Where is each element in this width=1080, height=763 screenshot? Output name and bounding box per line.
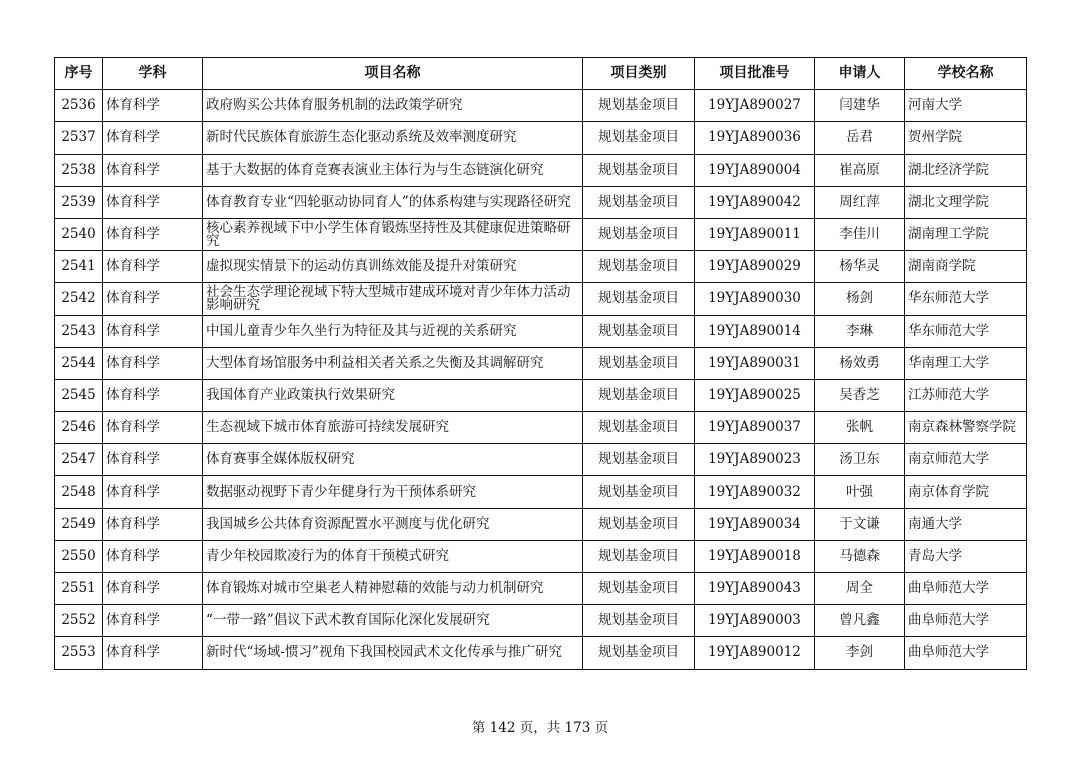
project-title-cell: 基于大数据的体育竞赛表演业主体行为与生态链演化研究 [203,154,583,186]
row-number: 2542 [55,283,103,315]
category-cell: 规划基金项目 [583,379,695,411]
subject-cell: 体育科学 [103,315,203,347]
approval-number-cell: 19YJA890027 [695,90,815,122]
applicant-cell: 李剑 [815,637,905,669]
column-header: 申请人 [815,58,905,90]
applicant-cell: 杨剑 [815,283,905,315]
project-title-cell: 生态视域下城市体育旅游可持续发展研究 [203,412,583,444]
subject-cell: 体育科学 [103,186,203,218]
category-cell: 规划基金项目 [583,90,695,122]
subject-cell: 体育科学 [103,508,203,540]
table-row [55,122,1027,154]
row-number: 2551 [55,573,103,605]
applicant-cell: 闫建华 [815,90,905,122]
table-row [55,186,1027,218]
table-row [55,218,1027,250]
school-cell: 南京森林警察学院 [905,412,1027,444]
project-title-cell: 中国儿童青少年久坐行为特征及其与近视的关系研究 [203,315,583,347]
table-header-row [55,58,1027,90]
approval-number-cell: 19YJA890011 [695,218,815,250]
category-cell: 规划基金项目 [583,251,695,283]
school-cell: 南通大学 [905,508,1027,540]
applicant-cell: 李琳 [815,315,905,347]
row-number: 2548 [55,476,103,508]
school-cell: 江苏师范大学 [905,379,1027,411]
subject-cell: 体育科学 [103,605,203,637]
school-cell: 华东师范大学 [905,283,1027,315]
subject-cell: 体育科学 [103,379,203,411]
applicant-cell: 曾凡鑫 [815,605,905,637]
category-cell: 规划基金项目 [583,315,695,347]
school-cell: 河南大学 [905,90,1027,122]
category-cell: 规划基金项目 [583,540,695,572]
project-title-cell: 政府购买公共体育服务机制的法政策学研究 [203,90,583,122]
table-row [55,283,1027,315]
row-number: 2544 [55,347,103,379]
applicant-cell: 李佳川 [815,218,905,250]
applicant-cell: 周红萍 [815,186,905,218]
school-cell: 曲阜师范大学 [905,573,1027,605]
project-title-cell: “一带一路”倡议下武术教育国际化深化发展研究 [203,605,583,637]
approval-number-cell: 19YJA890036 [695,122,815,154]
table-row [55,412,1027,444]
subject-cell: 体育科学 [103,412,203,444]
approval-number-cell: 19YJA890031 [695,347,815,379]
page-footer: 第 142 页，共 173 页 [471,720,609,736]
project-title-cell: 数据驱动视野下青少年健身行为干预体系研究 [203,476,583,508]
subject-cell: 体育科学 [103,251,203,283]
table-row [55,315,1027,347]
row-number: 2539 [55,186,103,218]
table-row [55,476,1027,508]
category-cell: 规划基金项目 [583,186,695,218]
approval-number-cell: 19YJA890037 [695,412,815,444]
table-row [55,540,1027,572]
project-title-cell: 大型体育场馆服务中利益相关者关系之失衡及其调解研究 [203,347,583,379]
project-table [54,57,1027,670]
category-cell: 规划基金项目 [583,508,695,540]
row-number: 2553 [55,637,103,669]
school-cell: 华南理工大学 [905,347,1027,379]
applicant-cell: 岳君 [815,122,905,154]
subject-cell: 体育科学 [103,476,203,508]
approval-number-cell: 19YJA890018 [695,540,815,572]
category-cell: 规划基金项目 [583,444,695,476]
approval-number-cell: 19YJA890034 [695,508,815,540]
school-cell: 湖南商学院 [905,251,1027,283]
row-number: 2543 [55,315,103,347]
table-row [55,508,1027,540]
project-title-cell: 我国体育产业政策执行效果研究 [203,379,583,411]
subject-cell: 体育科学 [103,637,203,669]
project-title-cell: 体育教育专业“四轮驱动协同育人”的体系构建与实现路径研究 [203,186,583,218]
table-row [55,605,1027,637]
school-cell: 湖北文理学院 [905,186,1027,218]
project-title-cell: 新时代民族体育旅游生态化驱动系统及效率测度研究 [203,122,583,154]
subject-cell: 体育科学 [103,154,203,186]
table-row [55,251,1027,283]
applicant-cell: 周全 [815,573,905,605]
applicant-cell: 张帆 [815,412,905,444]
column-header: 学校名称 [905,58,1027,90]
table-row [55,90,1027,122]
table-row [55,347,1027,379]
table-row [55,573,1027,605]
category-cell: 规划基金项目 [583,218,695,250]
project-title-cell: 核心素养视域下中小学生体育锻炼坚持性及其健康促进策略研究 [203,218,583,250]
applicant-cell: 杨华灵 [815,251,905,283]
approval-number-cell: 19YJA890025 [695,379,815,411]
subject-cell: 体育科学 [103,122,203,154]
row-number: 2552 [55,605,103,637]
approval-number-cell: 19YJA890043 [695,573,815,605]
school-cell: 湖南理工学院 [905,218,1027,250]
project-title-cell: 新时代“场域-惯习”视角下我国校园武术文化传承与推广研究 [203,637,583,669]
row-number: 2549 [55,508,103,540]
subject-cell: 体育科学 [103,573,203,605]
applicant-cell: 马德森 [815,540,905,572]
school-cell: 青岛大学 [905,540,1027,572]
category-cell: 规划基金项目 [583,605,695,637]
project-title-cell: 青少年校园欺凌行为的体育干预模式研究 [203,540,583,572]
category-cell: 规划基金项目 [583,347,695,379]
table-row [55,444,1027,476]
approval-number-cell: 19YJA890042 [695,186,815,218]
applicant-cell: 于文谦 [815,508,905,540]
row-number: 2536 [55,90,103,122]
subject-cell: 体育科学 [103,218,203,250]
column-header: 项目名称 [203,58,583,90]
applicant-cell: 吴香芝 [815,379,905,411]
row-number: 2541 [55,251,103,283]
category-cell: 规划基金项目 [583,573,695,605]
row-number: 2537 [55,122,103,154]
column-header: 项目类别 [583,58,695,90]
column-header: 序号 [55,58,103,90]
school-cell: 南京体育学院 [905,476,1027,508]
category-cell: 规划基金项目 [583,412,695,444]
row-number: 2547 [55,444,103,476]
category-cell: 规划基金项目 [583,122,695,154]
subject-cell: 体育科学 [103,347,203,379]
category-cell: 规划基金项目 [583,476,695,508]
row-number: 2545 [55,379,103,411]
category-cell: 规划基金项目 [583,154,695,186]
school-cell: 贺州学院 [905,122,1027,154]
approval-number-cell: 19YJA890004 [695,154,815,186]
school-cell: 曲阜师范大学 [905,605,1027,637]
project-title-cell: 我国城乡公共体育资源配置水平测度与优化研究 [203,508,583,540]
project-title-cell: 虚拟现实情景下的运动仿真训练效能及提升对策研究 [203,251,583,283]
table-row [55,379,1027,411]
subject-cell: 体育科学 [103,540,203,572]
approval-number-cell: 19YJA890029 [695,251,815,283]
school-cell: 南京师范大学 [905,444,1027,476]
project-title-cell: 体育锻炼对城市空巢老人精神慰藉的效能与动力机制研究 [203,573,583,605]
category-cell: 规划基金项目 [583,637,695,669]
row-number: 2540 [55,218,103,250]
row-number: 2546 [55,412,103,444]
row-number: 2550 [55,540,103,572]
approval-number-cell: 19YJA890014 [695,315,815,347]
applicant-cell: 叶强 [815,476,905,508]
column-header: 项目批准号 [695,58,815,90]
table-body [55,90,1027,669]
approval-number-cell: 19YJA890030 [695,283,815,315]
applicant-cell: 崔高原 [815,154,905,186]
approval-number-cell: 19YJA890012 [695,637,815,669]
project-title-cell: 体育赛事全媒体版权研究 [203,444,583,476]
school-cell: 湖北经济学院 [905,154,1027,186]
approval-number-cell: 19YJA890003 [695,605,815,637]
row-number: 2538 [55,154,103,186]
applicant-cell: 汤卫东 [815,444,905,476]
applicant-cell: 杨效勇 [815,347,905,379]
school-cell: 华东师范大学 [905,315,1027,347]
table-row [55,637,1027,669]
category-cell: 规划基金项目 [583,283,695,315]
approval-number-cell: 19YJA890032 [695,476,815,508]
subject-cell: 体育科学 [103,444,203,476]
approval-number-cell: 19YJA890023 [695,444,815,476]
subject-cell: 体育科学 [103,90,203,122]
school-cell: 曲阜师范大学 [905,637,1027,669]
subject-cell: 体育科学 [103,283,203,315]
table-row [55,154,1027,186]
column-header: 学科 [103,58,203,90]
project-title-cell: 社会生态学理论视域下特大型城市建成环境对青少年体力活动影响研究 [203,283,583,315]
